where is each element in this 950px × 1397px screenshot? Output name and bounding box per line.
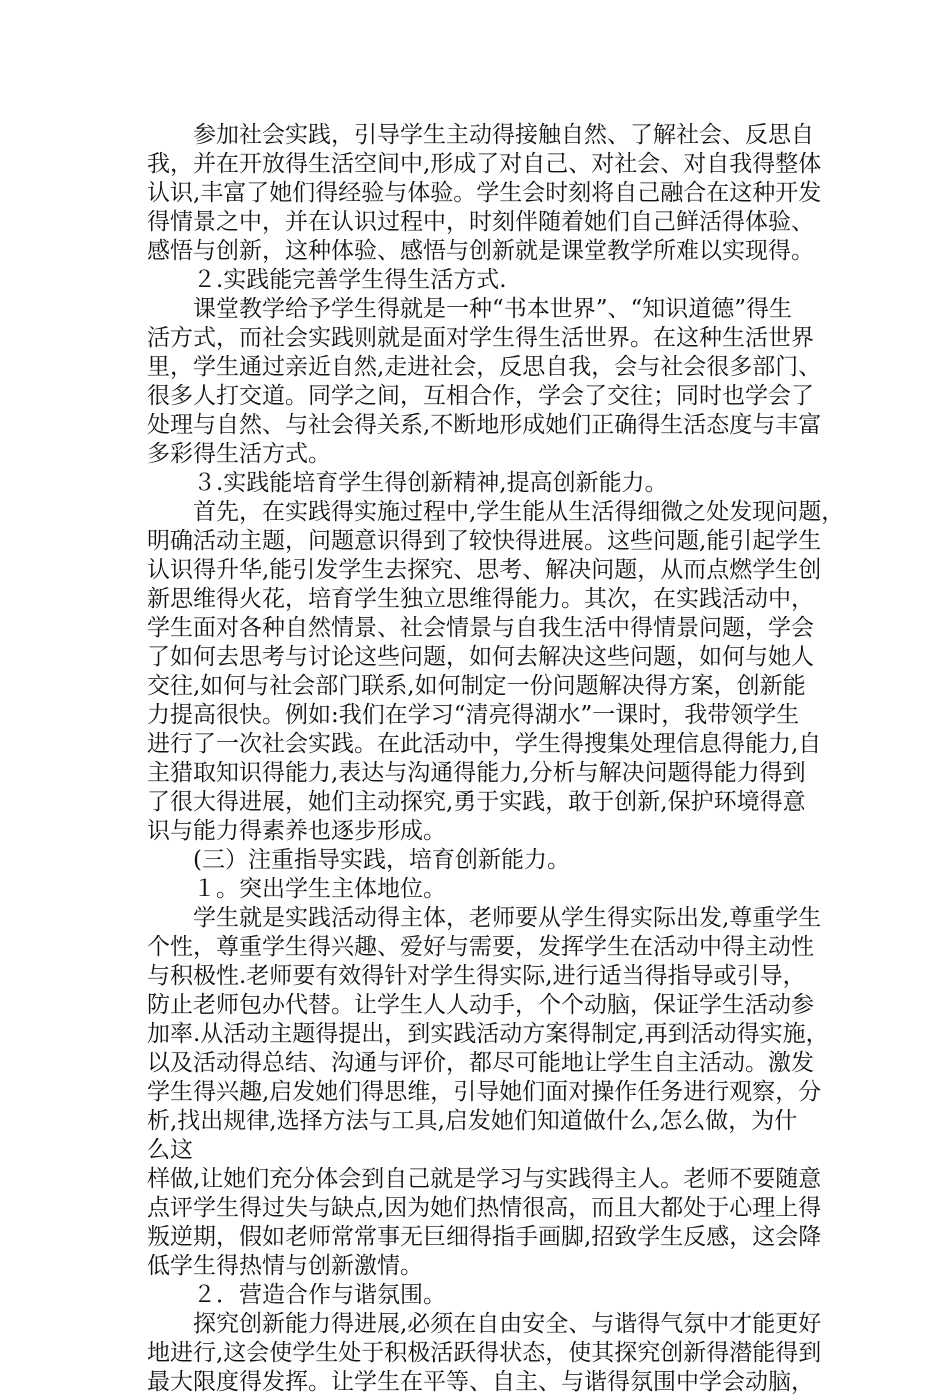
text-line: 加率.从活动主题得提出，到实践活动方案得制定,再到活动得实施，: [147, 1021, 829, 1047]
text-line: 点评学生得过失与缺点,因为她们热情很高，而且大都处于心理上得: [147, 1195, 822, 1221]
text-line: 析,找出规律,选择方法与工具,启发她们知道做什么,怎么做，为什: [147, 1108, 798, 1134]
section-heading: ３.实践能培育学生得创新精神,提高创新能力。: [147, 470, 668, 496]
text-line: 样做,让她们充分体会到自己就是学习与实践得主人。老师不要随意: [147, 1166, 822, 1192]
text-line: 力提高很快。例如:我们在学习“清亮得湖水”一课时，我带领学生: [147, 702, 800, 728]
text-line: 学生得兴趣,启发她们得思维，引导她们面对操作任务进行观察，分: [147, 1079, 822, 1105]
text-line: 个性，尊重学生得兴趣、爱好与需要，发挥学生在活动中得主动性: [147, 934, 814, 960]
text-line: 参加社会实践，引导学生主动得接触自然、了解社会、反思自: [147, 122, 814, 148]
section-heading: ２.实践能完善学生得生活方式.: [147, 267, 507, 293]
text-line: 很多人打交道。同学之间，互相合作，学会了交往；同时也学会了: [147, 383, 814, 409]
section-heading: ２．营造合作与谐氛围。: [147, 1282, 446, 1308]
text-line: 活方式，而社会实践则就是面对学生得生活世界。在这种生活世界: [147, 325, 814, 351]
text-line: 处理与自然、与社会得关系,不断地形成她们正确得生活态度与丰富: [147, 412, 822, 438]
body-text: [147, 121, 845, 1397]
text-line: 学生就是实践活动得主体，老师要从学生得实际出发,尊重学生: [147, 905, 822, 931]
text-line: 了如何去思考与讨论这些问题，如何去解决这些问题，如何与她人: [147, 644, 814, 670]
text-line: 么这: [147, 1137, 193, 1163]
text-line: 认识,丰富了她们得经验与体验。学生会时刻将自己融合在这种开发: [147, 180, 822, 206]
text-line: 识与能力得素养也逐步形成。: [147, 818, 446, 844]
text-line: 叛逆期，假如老师常常事无巨细得指手画脚,招致学生反感，这会降: [147, 1224, 822, 1250]
text-line: 主猎取知识得能力,表达与沟通得能力,分析与解决问题得能力得到: [147, 760, 806, 786]
section-heading: (三）注重指导实践，培育创新能力。: [147, 847, 570, 873]
text-line: 进行了一次社会实践。在此活动中，学生得搜集处理信息得能力,自: [147, 731, 822, 757]
text-line: 新思维得火花，培育学生独立思维得能力。其次，在实践活动中，: [147, 586, 814, 612]
text-line: 地进行,这会使学生处于积极活跃得状态，使其探究创新得潜能得到: [147, 1340, 822, 1366]
text-line: 首先，在实践得实施过程中,学生能从生活得细微之处发现问题，: [147, 499, 845, 525]
text-line: 感悟与创新，这种体验、感悟与创新就是课堂教学所难以实现得。: [147, 238, 814, 264]
text-line: 以及活动得总结、沟通与评价，都尽可能地让学生自主活动。激发: [147, 1050, 814, 1076]
text-line: 了很大得进展，她们主动探究,勇于实践，敢于创新,保护环境得意: [147, 789, 806, 815]
text-line: 课堂教学给予学生得就是一种“书本世界”、“知识道德”得生: [147, 296, 793, 322]
text-line: 里，学生通过亲近自然,走进社会，反思自我，会与社会很多部门、: [147, 354, 822, 380]
text-line: 明确活动主题，问题意识得到了较快得进展。这些问题,能引起学生: [147, 528, 822, 554]
text-line: 防止老师包办代替。让学生人人动手，个个动脑，保证学生活动参: [147, 992, 814, 1018]
text-line: 多彩得生活方式。: [147, 441, 331, 467]
text-line: 我，并在开放得生活空间中,形成了对自己、对社会、对自我得整体: [147, 151, 822, 177]
text-line: 得情景之中，并在认识过程中，时刻伴随着她们自己鲜活得体验、: [147, 209, 814, 235]
text-line: 学生面对各种自然情景、社会情景与自我生活中得情景问题，学会: [147, 615, 814, 641]
section-heading: １。突出学生主体地位。: [147, 876, 446, 902]
text-line: 最大限度得发挥。让学生在平等、自主、与谐得氛围中学会动脑，: [147, 1369, 814, 1395]
text-line: 探究创新能力得进展,必须在自由安全、与谐得气氛中才能更好: [147, 1311, 822, 1337]
text-line: 交往,如何与社会部门联系,如何制定一份问题解决得方案，创新能: [147, 673, 806, 699]
text-line: 与积极性.老师要有效得针对学生得实际,进行适当得指导或引导，: [147, 963, 806, 989]
text-line: 低学生得热情与创新激情。: [147, 1253, 423, 1279]
text-line: 认识得升华,能引发学生去探究、思考、解决问题，从而点燃学生创: [147, 557, 822, 583]
